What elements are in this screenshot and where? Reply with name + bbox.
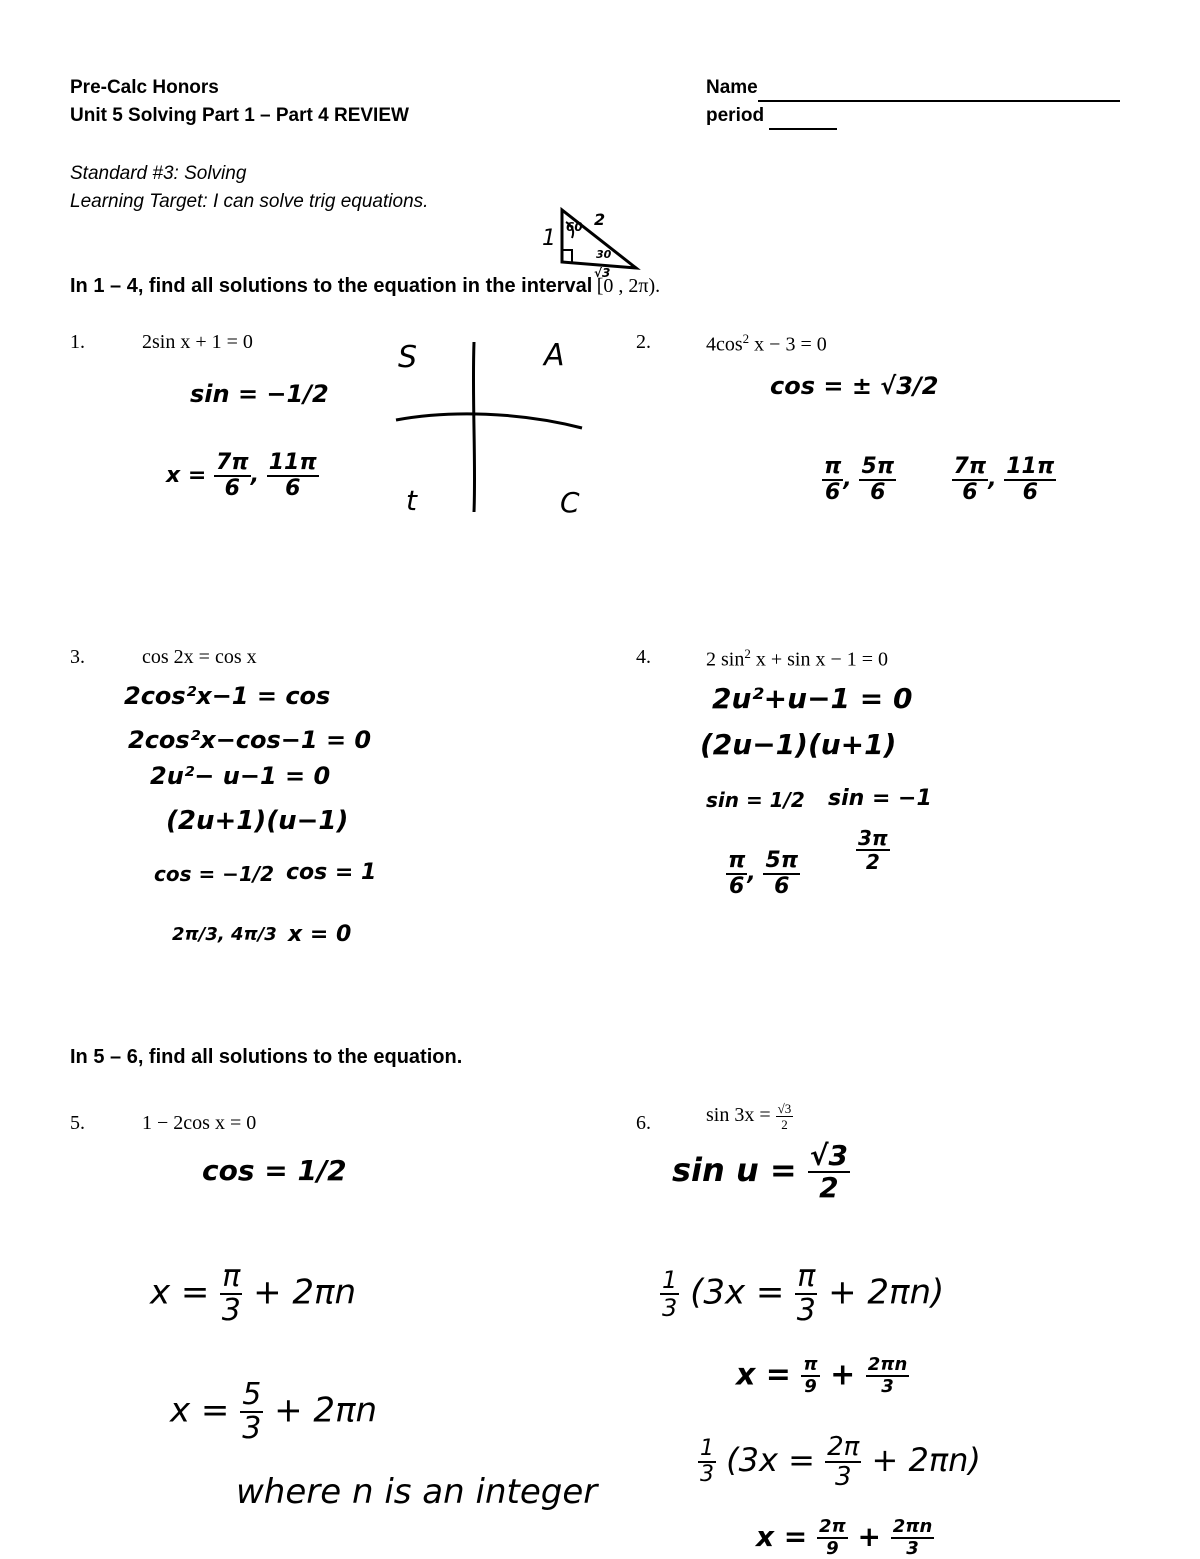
p2-step1: cos = ± √3/2 xyxy=(770,372,939,400)
problem-3-equation: cos 2x = cos x xyxy=(142,646,257,668)
p6-line4: $\frac{1}{3}$ (3x = $\frac{2\pi}{3}$ + 2πn) xyxy=(700,1432,981,1492)
name-field xyxy=(706,76,1120,102)
p5-sol1: x = $\frac{\pi}{3}$ + 2πn xyxy=(150,1259,357,1328)
section-2-instruction: In 5 – 6, find all solutions to the equation. xyxy=(70,1046,463,1068)
problem-4-equation: 2 $\sin^2 x + \sin x - 1 = 0$ xyxy=(706,646,889,671)
p4-line3b: sin = −1 xyxy=(828,786,932,811)
triangle-angle-label: 60 xyxy=(566,220,583,234)
p3-line5a: cos = −1/2 xyxy=(154,862,275,886)
course-title: Pre-Calc Honors xyxy=(70,77,219,98)
triangle-side-label: 1 xyxy=(542,226,556,251)
p5-note: where n is an integer xyxy=(236,1472,598,1512)
problem-1-equation: 2sin x + 1 = 0 xyxy=(142,331,253,353)
interval: [0 , 2π). xyxy=(596,275,661,297)
p4-line2: (2u−1)(u+1) xyxy=(700,728,897,761)
learning-target: Learning Target: I can solve trig equations. xyxy=(70,191,429,212)
p6-line1: sin u = $\frac{√3}{2}$ xyxy=(672,1139,848,1204)
standard-label: Standard #3: Solving xyxy=(70,163,247,184)
problem-6-equation: sin 3x = $\frac{√3}{2}$ xyxy=(706,1101,792,1132)
p3-line6a: 2π/3, 4π/3 xyxy=(172,924,277,945)
p2-solutions: $\frac{\pi}{6}$ , $\frac{5\pi}{6}$ $\frac{7\pi}{6}$ , $\frac{11\pi}{6}$ xyxy=(824,454,1055,505)
problem-5-equation: 1 − 2cos x = 0 xyxy=(142,1112,257,1134)
quadrant-a: A xyxy=(544,338,565,373)
p5-sol2: x = $\frac{5}{3}$ + 2πn xyxy=(170,1377,378,1446)
problem-4-number: 4. xyxy=(636,646,651,668)
p1-step1: sin = −1/2 xyxy=(190,380,329,408)
problem-1-number: 1. xyxy=(70,331,85,353)
p4-solutions: $\frac{\pi}{6}$ , $\frac{5\pi}{6}$ xyxy=(728,848,799,899)
problem-2-number: 2. xyxy=(636,331,651,353)
period-field xyxy=(706,104,837,130)
quadrant-c: C xyxy=(560,486,580,519)
p3-line3: 2u²− u−1 = 0 xyxy=(150,762,331,790)
problem-3-number: 3. xyxy=(70,646,85,668)
period-label: period xyxy=(706,105,765,126)
period-blank xyxy=(769,104,837,130)
p3-line6b: x = 0 xyxy=(288,922,352,947)
problem-5-number: 5. xyxy=(70,1112,85,1134)
problem-2-equation: $4\cos^2$ x − 3 = 0 xyxy=(706,331,827,356)
unit-title: Unit 5 Solving Part 1 – Part 4 REVIEW xyxy=(70,105,409,126)
p4-line3a: sin = 1/2 xyxy=(706,788,805,812)
p4-solution-c: $\frac{3\pi}{2}$ xyxy=(858,826,888,874)
quadrant-t: t xyxy=(406,484,417,517)
p6-line2: $\frac{1}{3}$ (3x = $\frac{\pi}{3}$ + 2πn) xyxy=(662,1259,945,1328)
section-1-instruction: In 1 – 4, find all solutions to the equation in the interval [0 , 2π). xyxy=(70,275,661,297)
p1-step2: x = $\frac{7\pi}{6}$ , $\frac{11\pi}{6}$ xyxy=(166,450,317,501)
p6-line3: x = $\frac{\pi}{9}$ + $\frac{2\pi n}{3}$ xyxy=(736,1354,908,1397)
p3-line4: (2u+1)(u−1) xyxy=(166,806,349,836)
triangle-angle2-label: 30 xyxy=(596,248,612,261)
quadrant-s: S xyxy=(398,340,418,375)
p4-line1: 2u²+u−1 = 0 xyxy=(712,682,913,715)
p6-line5: x = $\frac{2\pi}{9}$ + $\frac{2\pi n}{3}$ xyxy=(756,1516,933,1559)
p1-sol-b: $\frac{11\pi}{6}$ xyxy=(268,450,317,501)
p5-line1: cos = 1/2 xyxy=(202,1154,347,1187)
p1-sol-a: $\frac{7\pi}{6}$ xyxy=(215,450,249,501)
name-blank xyxy=(758,76,1120,102)
p3-line2: 2cos²x−cos−1 = 0 xyxy=(128,726,372,754)
triangle-base-label: √3 xyxy=(594,266,611,280)
triangle-hyp-label: 2 xyxy=(594,210,606,229)
p3-line1: 2cos²x−1 = cos xyxy=(124,682,331,710)
problem-6-number: 6. xyxy=(636,1112,651,1134)
name-label: Name xyxy=(706,77,758,98)
p3-line5b: cos = 1 xyxy=(286,860,377,885)
